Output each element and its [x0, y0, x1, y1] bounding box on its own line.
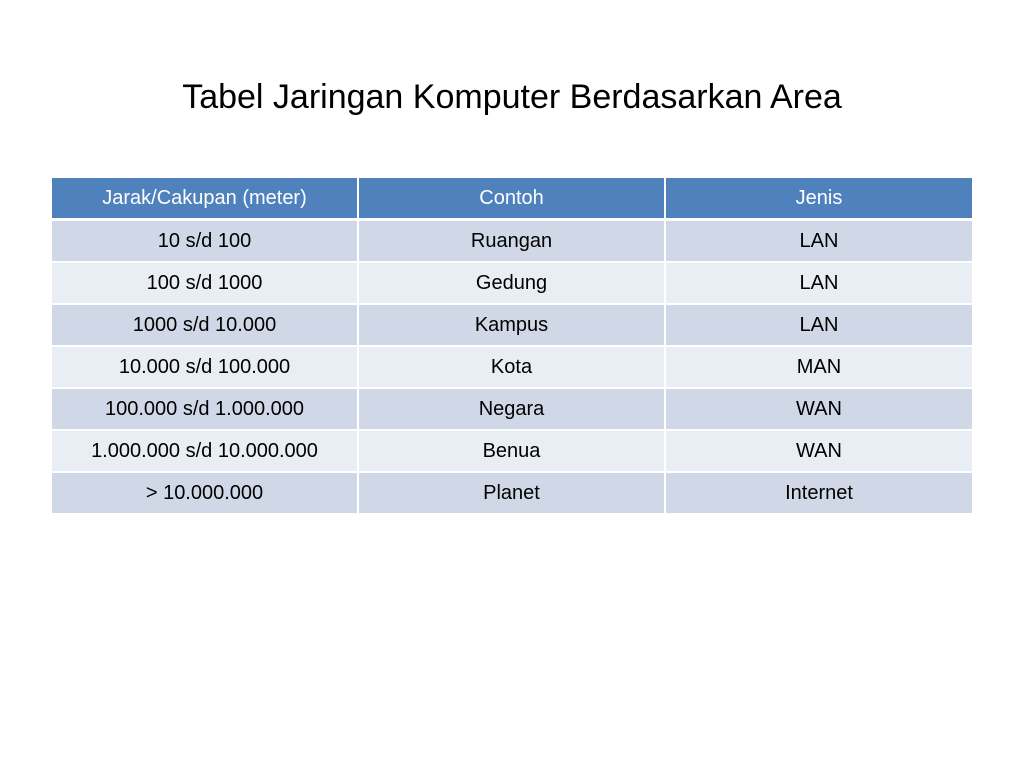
cell-example: Benua — [358, 430, 665, 472]
cell-range: 10.000 s/d 100.000 — [52, 346, 358, 388]
table-row — [52, 262, 972, 304]
cell-type: Internet — [665, 472, 972, 514]
cell-type: WAN — [665, 430, 972, 472]
table-row — [52, 472, 972, 514]
cell-type: LAN — [665, 304, 972, 346]
cell-example: Kota — [358, 346, 665, 388]
cell-example: Kampus — [358, 304, 665, 346]
cell-type: LAN — [665, 262, 972, 304]
table-header-row — [52, 178, 972, 220]
cell-range: 1000 s/d 10.000 — [52, 304, 358, 346]
table-row — [52, 346, 972, 388]
cell-range: > 10.000.000 — [52, 472, 358, 514]
slide-title: Tabel Jaringan Komputer Berdasarkan Area — [182, 78, 842, 116]
header-range: Jarak/Cakupan (meter) — [52, 178, 358, 220]
cell-example: Gedung — [358, 262, 665, 304]
cell-type: WAN — [665, 388, 972, 430]
cell-range: 10 s/d 100 — [52, 220, 358, 263]
cell-type: MAN — [665, 346, 972, 388]
cell-range: 100.000 s/d 1.000.000 — [52, 388, 358, 430]
header-type: Jenis — [665, 178, 972, 220]
cell-range: 100 s/d 1000 — [52, 262, 358, 304]
table-row — [52, 304, 972, 346]
cell-type: LAN — [665, 220, 972, 263]
cell-example: Negara — [358, 388, 665, 430]
table-row — [52, 388, 972, 430]
table-row — [52, 220, 972, 263]
header-example: Contoh — [358, 178, 665, 220]
cell-example: Ruangan — [358, 220, 665, 263]
cell-range: 1.000.000 s/d 10.000.000 — [52, 430, 358, 472]
table-row — [52, 430, 972, 472]
network-area-table — [52, 178, 972, 515]
cell-example: Planet — [358, 472, 665, 514]
